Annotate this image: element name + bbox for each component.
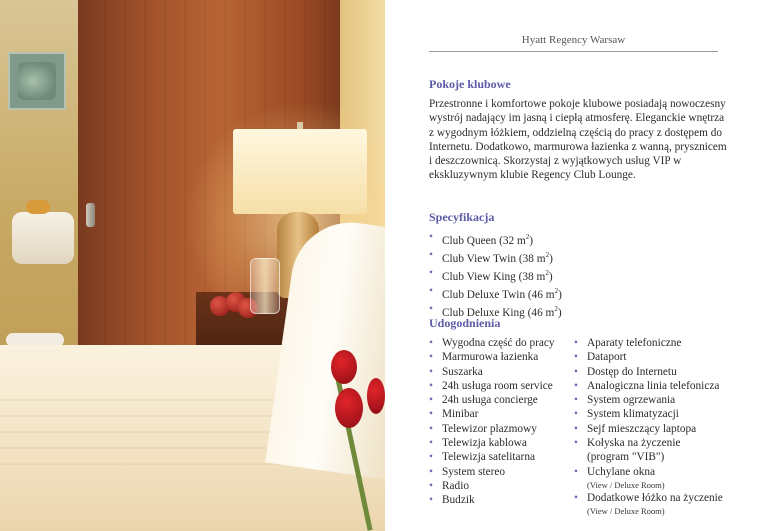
amenity-item: • Budzik bbox=[429, 493, 555, 507]
amenity-item: • Dataport bbox=[574, 350, 723, 364]
spec-item: • Club Queen (32 $m^2$) bbox=[429, 230, 562, 248]
sponge bbox=[26, 200, 50, 214]
tulips bbox=[325, 342, 385, 531]
amenity-item: • Suszarka bbox=[429, 365, 555, 379]
specs-heading: Specyfikacja bbox=[429, 210, 495, 224]
amenity-item: • System stereo bbox=[429, 465, 555, 479]
wall-art bbox=[8, 52, 66, 110]
amenity-item: • Marmurowa łazienka bbox=[429, 350, 555, 364]
tulip bbox=[367, 378, 385, 414]
spec-item: • Club Deluxe King (46 $m^2$) bbox=[429, 302, 562, 320]
rooms-heading: Pokoje klubowe bbox=[429, 77, 511, 91]
amenity-item: • Telewizja satelitarna bbox=[429, 450, 555, 464]
candle-glass bbox=[250, 258, 280, 314]
amenity-item: • System ogrzewania bbox=[574, 393, 723, 407]
amenity-item: • Aparaty telefoniczne bbox=[574, 336, 723, 350]
rooms-description: Przestronne i komfortowe pokoje klubowe posiadają nowoczesny wystrój nadający im jasną i ciepłą atmosferę. Eleganckie wnętrza z wygodnym łóżkiem, oddzielną częścią do pracy z dostępem do Internetu. Dodatkowo, marmurowa łazienka z wanną, prysznicem i deszczownicą. Skorzystaj z wyjątkowych usług VIP w ekskluzywnym klubie Regency Club Lounge. bbox=[429, 98, 727, 182]
amenity-item: • 24h usługa concierge bbox=[429, 393, 555, 407]
amenities-heading: Udogodnienia bbox=[429, 316, 501, 330]
amenity-item: • System klimatyzacji bbox=[574, 407, 723, 421]
amenity-item: • 24h usługa room service bbox=[429, 379, 555, 393]
spec-item: • Club Deluxe Twin (46 $m^2$) bbox=[429, 284, 562, 302]
specs-list bbox=[429, 230, 562, 320]
amenities-list-left bbox=[429, 336, 555, 508]
amenity-item: • Kołyska na życzenie (program "VIB") bbox=[574, 436, 723, 465]
amenity-item: • Uchylane okna (View / Deluxe Room) bbox=[574, 465, 723, 491]
amenity-item: • Minibar bbox=[429, 407, 555, 421]
tulip bbox=[331, 350, 357, 384]
amenities-list-right bbox=[574, 336, 723, 517]
amenity-item: • Dodatkowe łóżko na życzenie (View / Deluxe Room) bbox=[574, 491, 723, 517]
door-handle bbox=[86, 203, 95, 227]
tulip bbox=[335, 388, 363, 428]
wall-art-leaf bbox=[18, 62, 56, 100]
amenity-item: • Sejf mieszczący laptopa bbox=[574, 422, 723, 436]
hotel-name-header: Hyatt Regency Warsaw bbox=[521, 34, 626, 46]
lamp-shade bbox=[233, 129, 367, 214]
spec-item: • Club View Twin (38 $m^2$) bbox=[429, 248, 562, 266]
towel bbox=[12, 212, 74, 264]
spec-item: • Club View King (38 $m^2$) bbox=[429, 266, 562, 284]
header-divider bbox=[429, 51, 718, 52]
amenity-item: • Telewizja kablowa bbox=[429, 436, 555, 450]
amenity-item: • Analogiczna linia telefonicza bbox=[574, 379, 723, 393]
amenity-item: • Wygodna część do pracy bbox=[429, 336, 555, 350]
amenity-item: • Dostęp do Internetu bbox=[574, 365, 723, 379]
amenity-item: • Radio bbox=[429, 479, 555, 493]
amenity-item: • Telewizor plazmowy bbox=[429, 422, 555, 436]
